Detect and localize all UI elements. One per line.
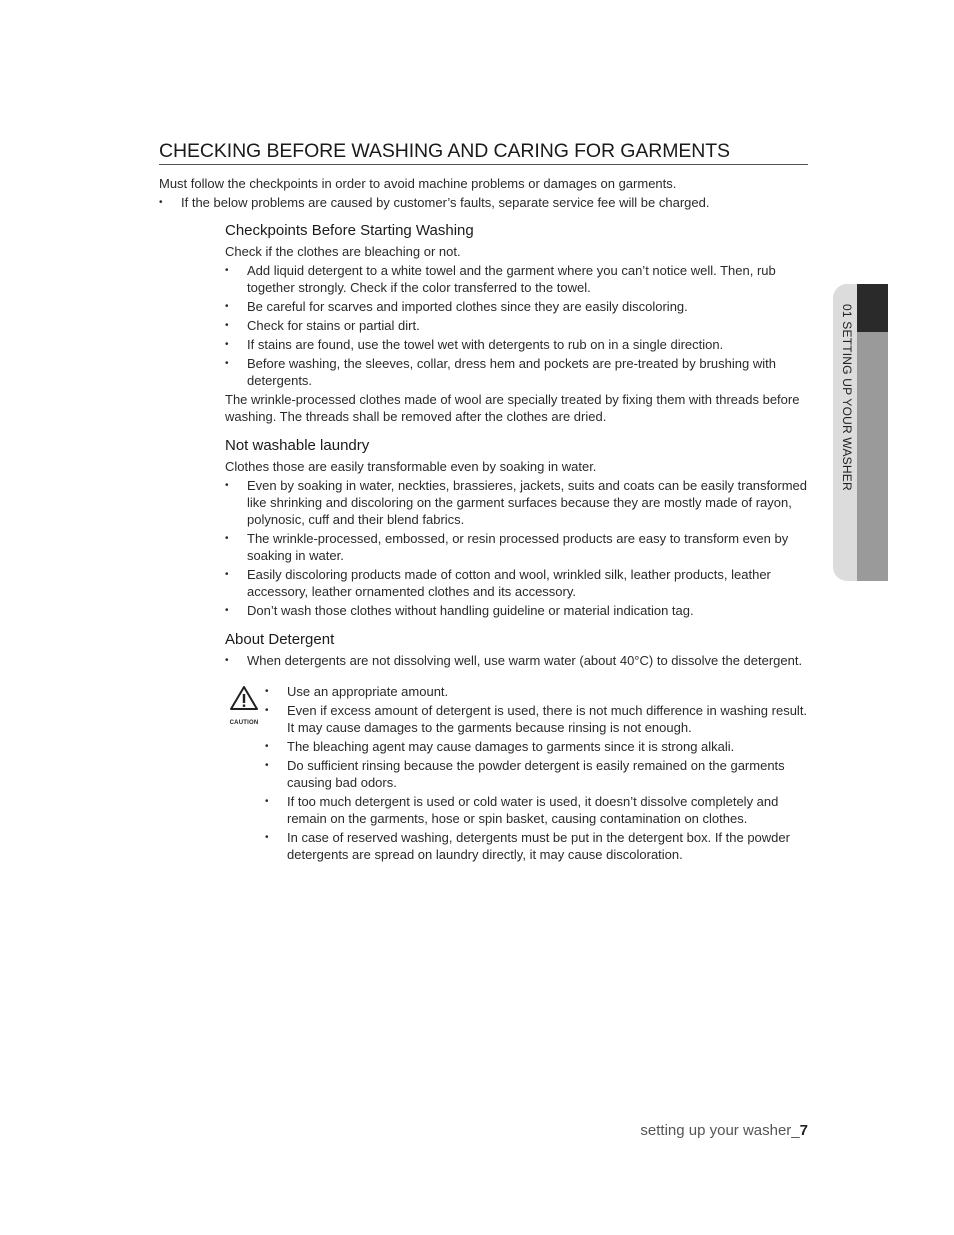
checkpoints-note: The wrinkle-processed clothes made of wool are specially treated by fixing them with threads before washing. The threads shall be removed after the clothes are dried. [225, 392, 800, 424]
page-footer [640, 1122, 808, 1139]
checkpoints-list [225, 262, 810, 389]
not-washable-list [225, 477, 810, 619]
caution-label: CAUTION [229, 720, 259, 726]
list-item: • If stains are found, use the towel wet with detergents to rub on in a single direction. [225, 336, 810, 353]
list-item: • When detergents are not dissolving well, use warm water (about 40°C) to dissolve the detergent. [225, 652, 810, 669]
not-washable-heading: Not washable laundry [225, 437, 370, 454]
list-item: • Do sufficient rinsing because the powder detergent is easily remained on the garments causing bad odors. [265, 757, 810, 791]
list-item: • Add liquid detergent to a white towel and the garment where you can’t notice well. Then, rub together strongly. Check if the color transferred to the towel. [225, 262, 810, 296]
intro-list [159, 194, 809, 211]
warning-triangle-icon [229, 685, 259, 711]
list-item: • Use an appropriate amount. [265, 683, 810, 700]
list-item: • Even if excess amount of detergent is used, there is not much difference in washing result. It may cause damages to the garments because rinsing is not enough. [265, 702, 810, 736]
page-number: 7 [799, 1122, 808, 1139]
list-item: • Before washing, the sleeves, collar, dress hem and pockets are pre-treated by brushing with detergents. [225, 355, 810, 389]
checkpoints-lead: Check if the clothes are bleaching or not. [225, 244, 461, 259]
list-item: • Don’t wash those clothes without handling guideline or material indication tag. [225, 602, 810, 619]
list-item: • In case of reserved washing, detergents must be put in the detergent box. If the powder detergents are spread on laundry directly, it may cause discoloration. [265, 829, 810, 863]
detergent-section [225, 631, 810, 863]
checkpoints-section [225, 222, 810, 425]
chapter-tab-grey-block [857, 332, 888, 581]
list-item: • The bleaching agent may cause damages to garments since it is strong alkali. [265, 738, 810, 755]
intro-bullet: • If the below problems are caused by customer’s faults, separate service fee will be charged. [159, 194, 809, 211]
list-item: • If too much detergent is used or cold water is used, it doesn’t dissolve completely and remain on the garments, hose or spin basket, causing contamination on clothes. [265, 793, 810, 827]
list-item: • Check for stains or partial dirt. [225, 317, 810, 334]
detergent-list [225, 652, 810, 669]
intro-section [159, 175, 809, 213]
not-washable-lead: Clothes those are easily transformable even by soaking in water. [225, 459, 597, 474]
caution-badge [228, 685, 260, 732]
list-item: • Even by soaking in water, neckties, brassieres, jackets, suits and coats can be easily transformed like shrinking and discoloring on the garment surfaces because they are mostly made of rayon, polynosic, cuff and their blend fabrics. [225, 477, 810, 528]
list-item: • Be careful for scarves and imported clothes since they are easily discoloring. [225, 298, 810, 315]
page-title: CHECKING BEFORE WASHING AND CARING FOR GARMENTS [159, 139, 808, 165]
detergent-heading: About Detergent [225, 631, 335, 648]
caution-list [265, 683, 810, 863]
chapter-tab-dark-block [857, 284, 888, 332]
list-item: • The wrinkle-processed, embossed, or resin processed products are easy to transform even by soaking in water. [225, 530, 810, 564]
footer-text: setting up your washer_ [640, 1122, 800, 1139]
main-content [225, 222, 810, 865]
intro-text: Must follow the checkpoints in order to avoid machine problems or damages on garments. [159, 176, 677, 191]
list-item: • Easily discoloring products made of cotton and wool, wrinkled silk, leather products, leather accessory, leather ornamented clothes and its accessory. [225, 566, 810, 600]
chapter-tab-label: 01 SETTING UP YOUR WASHER [840, 304, 854, 491]
checkpoints-heading: Checkpoints Before Starting Washing [225, 222, 474, 239]
not-washable-section [225, 437, 810, 619]
caution-box [225, 683, 810, 863]
